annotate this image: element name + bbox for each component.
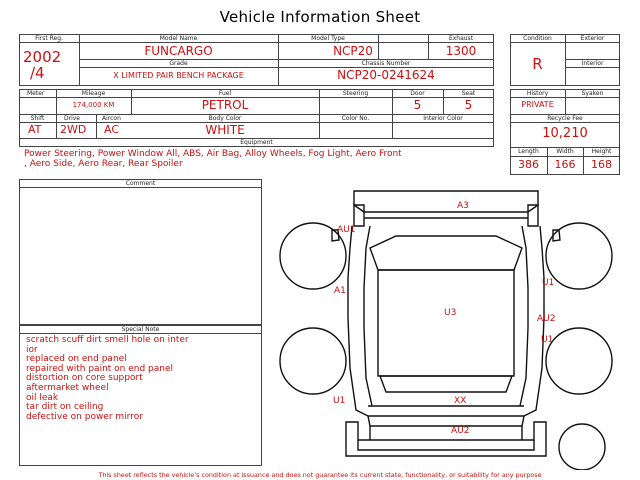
mark-xx: XX [454,396,467,406]
first-reg-month: /4 [30,64,45,82]
mark-u1-upper: U1 [542,278,555,288]
history-value: PRIVATE [521,100,554,109]
exhaust-value: 1300 [445,44,477,58]
special-note-item: defective on power mirror [26,411,143,422]
mileage-label: Mileage [81,90,106,97]
right-inner-line [520,226,528,406]
mileage-value: 174,000 KM [72,101,115,109]
mark-u1-right: U1 [541,335,554,345]
mark-au1: AU1 [337,225,356,235]
disclaimer: This sheet reflects the vehicle's condition at issuance and does not guarantee its current state, functionality, or suitability for any purpose [98,471,542,479]
aircon-value: AC [104,123,120,136]
syaken-label: Syaken [581,90,604,97]
left-inner-line [364,226,372,406]
grade-value: X LIMITED PAIR BENCH PACKAGE [113,71,244,80]
chassis-number-label: Chassis Number [361,60,411,67]
special-note-list [26,336,258,422]
rear-window [380,376,512,392]
rear-end [368,406,524,426]
special-note-item: scratch scuff dirt smell hole on inter [26,335,189,345]
special-note-item: ior [26,344,38,355]
mark-u3: U3 [444,308,457,318]
width-label: Width [556,148,574,155]
page-title: Vehicle Information Sheet [219,8,421,26]
exterior-label: Exterior [580,35,605,42]
equipment-line-2: , Aero Side, Aero Rear, Rear Spoiler [24,159,183,169]
special-note-item: tar dirt on ceiling [26,402,104,413]
rear-bumper-inner [358,440,534,450]
front-bumper [354,191,538,212]
special-note-item: repaired with paint on end panel [26,363,174,374]
mark-au2-bottom: AU2 [451,426,470,436]
model-name-value: FUNCARGO [144,44,213,58]
width-value: 166 [554,158,576,171]
shift-label: Shift [30,115,45,122]
model-name-label: Model Name [159,35,198,42]
seat-label: Seat [461,90,476,97]
color-no-label: Color No. [341,115,370,122]
fuel-label: Fuel [218,90,232,97]
aircon-label: Aircon [102,115,121,122]
drive-label: Drive [64,115,80,122]
mark-u1-left: U1 [333,396,346,406]
spare-wheel [559,424,605,470]
wheel-front-right [546,223,612,289]
front-end [354,205,538,226]
wheel-rear-right [546,328,612,394]
special-note-item: oil leak [26,392,59,403]
wheel-rear-left [280,328,346,394]
body-color-value: WHITE [205,123,245,137]
height-label: Height [591,148,612,155]
chassis-number-value: NCP20-0241624 [337,68,435,82]
history-label: History [526,90,549,97]
mark-a3: A3 [457,201,469,211]
special-note-item: aftermarket wheel [26,382,109,393]
model-type-label: Model Type [311,35,345,42]
equipment-label: Equipment [240,139,273,146]
condition-value: R [532,55,543,73]
door-value: 5 [413,98,422,112]
recycle-fee-label: Recycle Fee [547,115,583,122]
shift-value: AT [28,123,42,136]
special-note-item: replaced on end panel [26,354,127,365]
length-value: 386 [518,158,539,171]
recycle-fee-value: 10,210 [542,126,588,141]
interior-label: Interior [581,60,604,67]
windshield [370,236,522,270]
mark-a1: A1 [334,286,346,296]
body-color-label: Body Color [208,115,242,122]
special-note-label: Special Note [121,326,160,333]
meter-label: Meter [27,90,45,97]
exhaust-label: Exhaust [448,35,474,42]
special-note-item: distortion on core support [26,373,143,384]
comment-label: Comment [125,180,156,187]
mark-au2-right: AU2 [537,314,556,324]
first-reg-label: First Reg. [35,35,63,42]
drive-value: 2WD [60,123,87,136]
door-label: Door [410,90,425,97]
length-label: Length [518,148,539,155]
rear-bumper [346,422,546,456]
seat-value: 5 [464,98,473,112]
height-value: 168 [591,158,612,171]
rear-step [370,426,522,440]
roof [378,270,514,376]
model-type-value: NCP20 [333,44,373,58]
comment-box [19,179,262,325]
fuel-value: PETROL [201,98,249,112]
interior-color-label: Interior Color [423,115,463,122]
first-reg-year: 2002 [23,48,62,66]
equipment-line-1: Power Steering, Power Window All, ABS, Air Bag, Alloy Wheels, Fog Light, Aero Front [24,149,402,159]
steering-label: Steering [342,90,369,97]
car-damage-diagram [266,178,636,470]
condition-label: Condition [523,35,552,42]
grade-label: Grade [169,60,188,67]
